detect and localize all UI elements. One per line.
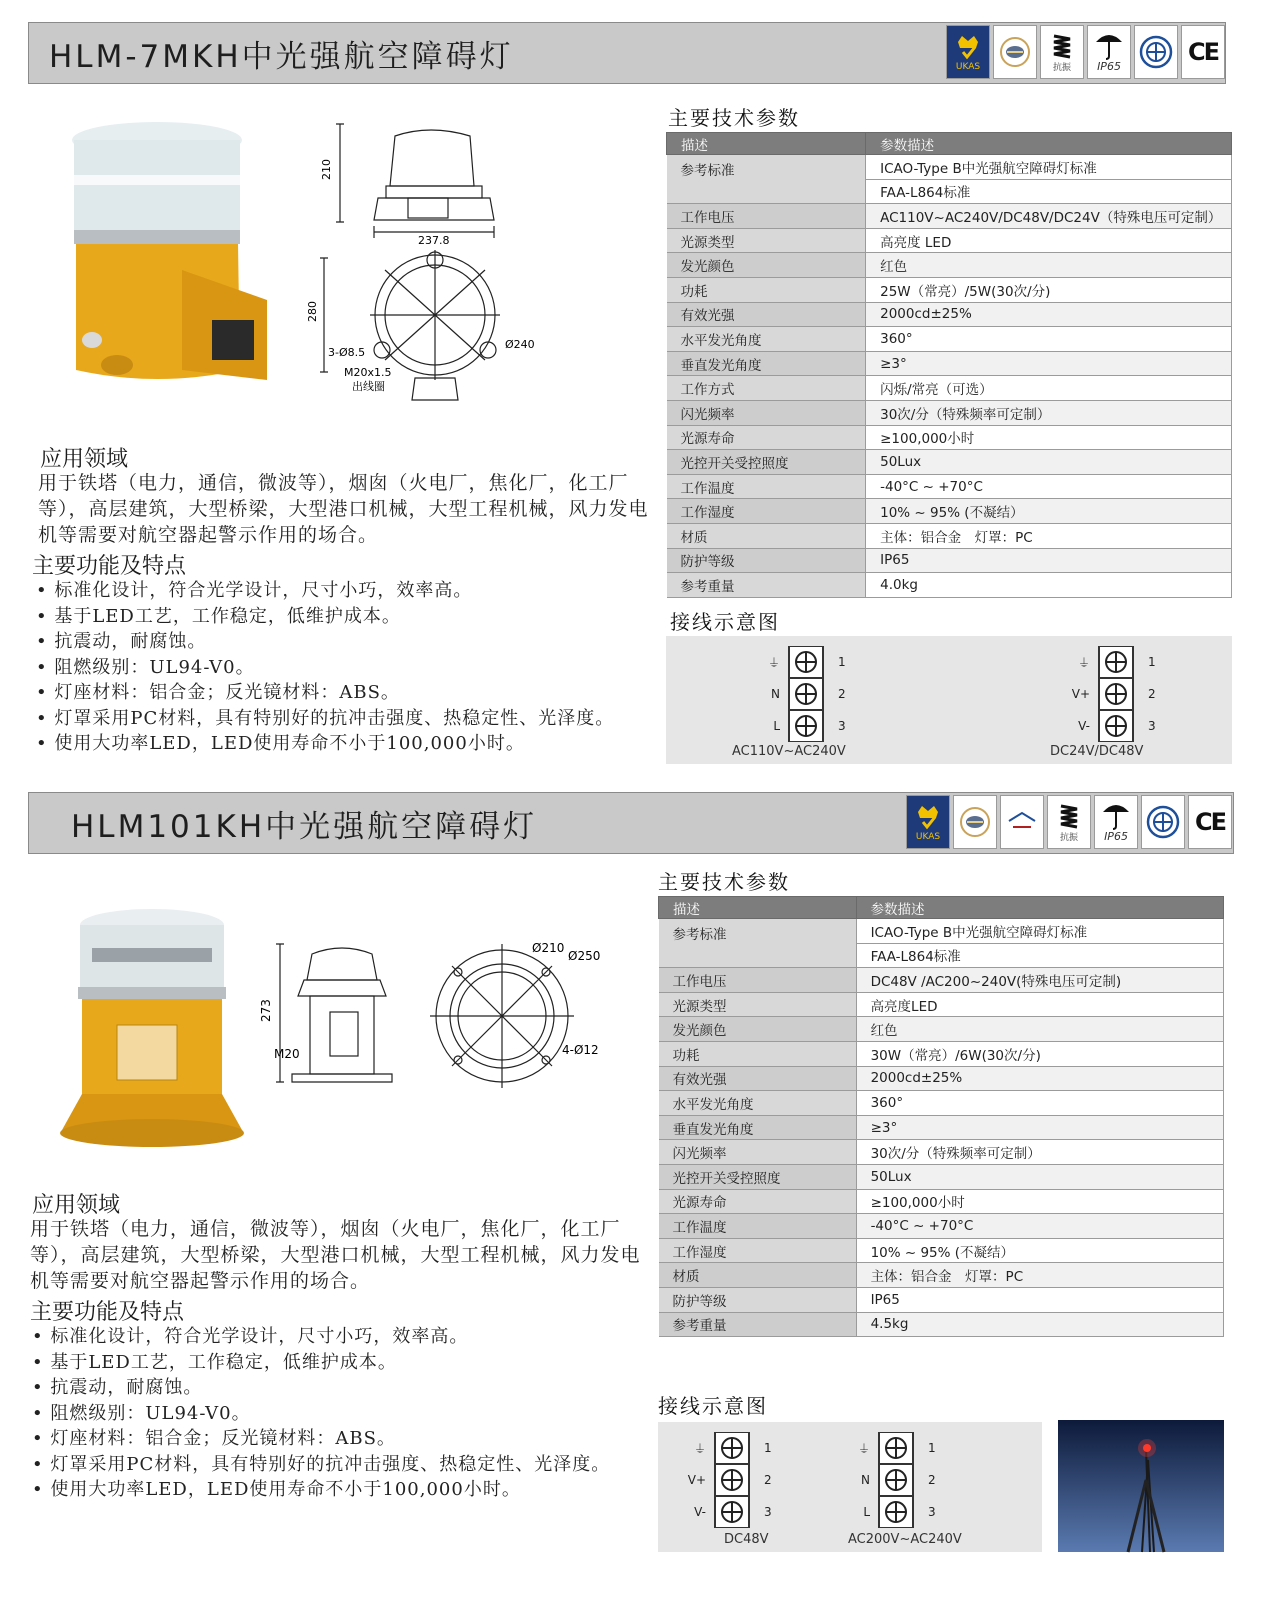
table-cell: 工作电压 (667, 204, 866, 229)
product2-features-heading: 主要功能及特点 (30, 1300, 185, 1325)
product1-photo (62, 120, 282, 395)
wiring-caption: AC110V~AC240V (732, 744, 846, 759)
wiring-terminal-block-dc: ⏚ 1 V+ 2 V- 3 (680, 1432, 772, 1528)
umbrella-ip65-icon: IP65 (1087, 25, 1131, 79)
dim-thread-label: M20x1.5 (344, 366, 392, 379)
product2-dimension-drawing (259, 940, 622, 1110)
table-cell: 闪烁/常亮（可选） (866, 376, 1232, 401)
table-cell: 光源类型 (667, 228, 866, 253)
table-cell: ≥3° (856, 1115, 1223, 1140)
table-cell: 工作湿度 (667, 499, 866, 524)
table-cell: 功耗 (667, 277, 866, 302)
umbrella-ip65-icon: IP65 (1094, 795, 1138, 849)
product1-title: HLM-7MKH中光强航空障碍灯 (49, 38, 514, 75)
terminal-icon (878, 1464, 914, 1496)
quality-mark-icon (1141, 795, 1185, 849)
table-cell: ICAO-Type B中光强航空障碍灯标准 (856, 919, 1223, 944)
table-cell: 360° (856, 1091, 1223, 1116)
table-cell: 发光颜色 (659, 1017, 857, 1042)
dim-diameter-label: Ø240 (505, 338, 535, 351)
terminal-icon (878, 1432, 914, 1464)
product1-application-text: 用于铁塔（电力，通信，微波等），烟囱（火电厂，焦化厂，化工厂等），高层建筑，大型桥梁，大型港口机械，大型工程机械，风力发电机等需要对航空器起警示作用的场合。 (38, 472, 649, 546)
ce-mark-icon: CE (1181, 25, 1225, 79)
table-cell: -40°C ~ +70°C (866, 474, 1232, 499)
table-cell: 50Lux (856, 1164, 1223, 1189)
table-cell: 闪光频率 (659, 1140, 857, 1165)
table-header: 参数描述 (866, 133, 1232, 155)
terminal-icon (1098, 710, 1134, 742)
table-cell: 水平发光角度 (667, 327, 866, 352)
product2-params-heading: 主要技术参数 (658, 870, 790, 894)
ukas-crown-icon: UKAS (906, 795, 950, 849)
ukas-crown-icon: UKAS (946, 25, 990, 79)
list-item: • 使用大功率LED，LED使用寿命不小于100,000小时。 (32, 1477, 654, 1503)
product1-dimension-drawing (300, 110, 540, 410)
table-cell: ≥100,000小时 (866, 425, 1232, 450)
wiring-terminal-block-dc: ⏚ 1 V+ 2 V- 3 (1064, 646, 1156, 742)
product2-title: HLM101KH中光强航空障碍灯 (71, 808, 538, 845)
product1-wiring-heading: 接线示意图 (670, 610, 780, 634)
table-cell: DC48V /AC200~240V(特殊电压可定制) (856, 968, 1223, 993)
product1-features-list (36, 578, 676, 757)
table-cell: 发光颜色 (667, 253, 866, 278)
table-cell: 10% ~ 95% (不凝结） (856, 1238, 1223, 1263)
table-cell: 4.5kg (856, 1312, 1223, 1337)
table-cell: 参考重量 (659, 1312, 857, 1337)
dim-holes-label: 4-Ø12 (562, 1043, 599, 1057)
terminal-icon (714, 1464, 750, 1496)
caac-logo-icon (1000, 795, 1044, 849)
table-cell: 2000cd±25% (866, 302, 1232, 327)
dim-height-label: 210 (320, 159, 333, 180)
wiring-terminal-block-ac: ⏚ 1 N 2 L 3 (844, 1432, 936, 1528)
terminal-icon (788, 678, 824, 710)
table-cell: 50Lux (866, 450, 1232, 475)
table-cell: 光控开关受控照度 (659, 1164, 857, 1189)
dim-d2-label: Ø250 (568, 949, 601, 963)
accreditation-seal-icon (953, 795, 997, 849)
table-cell: 功耗 (659, 1041, 857, 1066)
table-cell: 工作温度 (659, 1214, 857, 1239)
dim-thread-label: M20 (274, 1047, 300, 1061)
table-cell: IP65 (856, 1287, 1223, 1312)
table-header: 参数描述 (856, 897, 1223, 919)
table-cell: 垂直发光角度 (667, 351, 866, 376)
ce-mark-icon: CE (1188, 795, 1232, 849)
table-header: 描述 (659, 897, 857, 919)
list-item: • 基于LED工艺，工作稳定，低维护成本。 (36, 604, 676, 630)
table-cell: 10% ~ 95% (不凝结） (866, 499, 1232, 524)
product1-wiring-diagram (666, 636, 1232, 764)
table-cell: IP65 (866, 548, 1232, 573)
table-cell: 光控开关受控照度 (667, 450, 866, 475)
table-cell: 防护等级 (667, 548, 866, 573)
table-cell: 主体：铝合金 灯罩：PC (856, 1263, 1223, 1288)
table-cell: AC110V~AC240V/DC48V/DC24V（特殊电压可定制） (866, 204, 1232, 229)
product2-application-heading: 应用领域 (32, 1193, 121, 1218)
table-cell: 参考标准 (659, 919, 857, 968)
table-cell: 工作湿度 (659, 1238, 857, 1263)
dim-height-label: 273 (259, 999, 273, 1022)
list-item: • 阻燃级别：UL94-V0。 (36, 655, 676, 681)
table-cell: 材质 (659, 1263, 857, 1288)
table-cell: 有效光强 (659, 1066, 857, 1091)
table-cell: 光源类型 (659, 992, 857, 1017)
dim-depth-label: 280 (306, 301, 319, 322)
list-item: • 基于LED工艺，工作稳定，低维护成本。 (32, 1350, 654, 1376)
table-cell: 红色 (866, 253, 1232, 278)
table-cell: 垂直发光角度 (659, 1115, 857, 1140)
product2-photo (52, 905, 252, 1165)
quality-mark-icon (1134, 25, 1178, 79)
table-cell: FAA-L864标准 (866, 179, 1232, 204)
terminal-icon (714, 1496, 750, 1528)
table-cell: 高亮度 LED (866, 228, 1232, 253)
terminal-icon (878, 1496, 914, 1528)
wiring-terminal-block-ac: ⏚ 1 N 2 L 3 (754, 646, 846, 742)
table-cell: 360° (866, 327, 1232, 352)
table-cell: -40°C ~ +70°C (856, 1214, 1223, 1239)
product2-wiring-diagram (658, 1422, 1042, 1552)
table-cell: 高亮度LED (856, 992, 1223, 1017)
table-header: 描述 (667, 133, 866, 155)
spring-vibration-icon: 抗振 (1040, 25, 1084, 79)
table-cell: 4.0kg (866, 573, 1232, 598)
product2-params-table (658, 896, 1224, 1337)
list-item: • 灯座材料：铝合金；反光镜材料：ABS。 (32, 1426, 654, 1452)
table-cell: 光源寿命 (659, 1189, 857, 1214)
product1-cert-row (946, 25, 1225, 79)
dim-width-label: 237.8 (418, 234, 450, 247)
product1-application-heading: 应用领域 (40, 447, 129, 472)
product1-params-table (666, 132, 1232, 598)
table-cell: 光源寿命 (667, 425, 866, 450)
table-cell: 红色 (856, 1017, 1223, 1042)
terminal-icon (788, 710, 824, 742)
product1-params-heading: 主要技术参数 (668, 106, 800, 130)
table-cell: 材质 (667, 523, 866, 548)
wiring-caption: DC48V (724, 1532, 769, 1547)
product2-features-list (32, 1324, 654, 1503)
table-cell: 工作方式 (667, 376, 866, 401)
spring-vibration-icon: 抗振 (1047, 795, 1091, 849)
table-cell: 参考重量 (667, 573, 866, 598)
dim-holes-label: 3-Ø8.5 (328, 346, 366, 359)
list-item: • 灯罩采用PC材料，具有特别好的抗冲击强度、热稳定性、光泽度。 (32, 1452, 654, 1478)
list-item: • 灯罩采用PC材料，具有特别好的抗冲击强度、热稳定性、光泽度。 (36, 706, 676, 732)
list-item: • 标准化设计，符合光学设计，尺寸小巧，效率高。 (32, 1324, 654, 1350)
tower-night-photo (1058, 1420, 1224, 1552)
terminal-icon (1098, 646, 1134, 678)
dim-outlet-label: 出线圈 (352, 380, 385, 393)
table-cell: 工作温度 (667, 474, 866, 499)
table-cell: ICAO-Type B中光强航空障碍灯标准 (866, 155, 1232, 180)
table-cell: 防护等级 (659, 1287, 857, 1312)
list-item: • 使用大功率LED，LED使用寿命不小于100,000小时。 (36, 731, 676, 757)
table-cell: 主体：铝合金 灯罩：PC (866, 523, 1232, 548)
terminal-icon (714, 1432, 750, 1464)
product2-cert-row (906, 795, 1232, 849)
table-cell: 参考标准 (667, 155, 866, 204)
list-item: • 抗震动，耐腐蚀。 (36, 629, 676, 655)
table-cell: 闪光频率 (667, 400, 866, 425)
product2-wiring-heading: 接线示意图 (658, 1394, 768, 1418)
table-cell: 工作电压 (659, 968, 857, 993)
table-cell: 30次/分（特殊频率可定制） (866, 400, 1232, 425)
table-cell: 水平发光角度 (659, 1091, 857, 1116)
table-cell: ≥100,000小时 (856, 1189, 1223, 1214)
table-cell: 2000cd±25% (856, 1066, 1223, 1091)
terminal-icon (788, 646, 824, 678)
table-cell: 30W（常亮）/6W(30次/分) (856, 1041, 1223, 1066)
list-item: • 阻燃级别：UL94-V0。 (32, 1401, 654, 1427)
list-item: • 标准化设计，符合光学设计，尺寸小巧，效率高。 (36, 578, 676, 604)
product2-application-text: 用于铁塔（电力，通信，微波等），烟囱（火电厂，焦化厂，化工厂等），高层建筑，大型桥梁，大型港口机械，大型工程机械，风力发电机等需要对航空器起警示作用的场合。 (30, 1218, 641, 1292)
table-cell: 有效光强 (667, 302, 866, 327)
table-cell: FAA-L864标准 (856, 943, 1223, 968)
product1-features-heading: 主要功能及特点 (32, 554, 187, 579)
wiring-caption: AC200V~AC240V (848, 1532, 962, 1547)
terminal-icon (1098, 678, 1134, 710)
table-cell: 30次/分（特殊频率可定制） (856, 1140, 1223, 1165)
list-item: • 灯座材料：铝合金；反光镜材料：ABS。 (36, 680, 676, 706)
table-cell: 25W（常亮）/5W(30次/分) (866, 277, 1232, 302)
table-cell: ≥3° (866, 351, 1232, 376)
accreditation-seal-icon (993, 25, 1037, 79)
dim-d1-label: Ø210 (532, 941, 565, 955)
wiring-caption: DC24V/DC48V (1050, 744, 1144, 759)
list-item: • 抗震动，耐腐蚀。 (32, 1375, 654, 1401)
